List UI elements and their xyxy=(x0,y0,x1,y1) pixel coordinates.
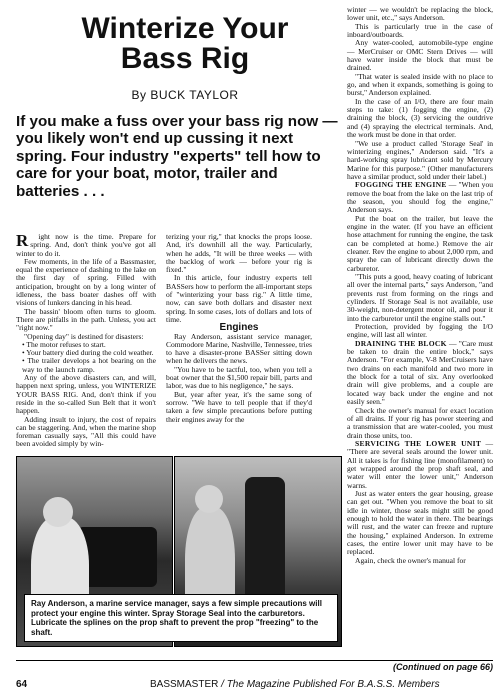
footer-divider xyxy=(16,660,493,661)
paragraph: "This puts a good, heavy coating of lubricant all over the internal parts," says Anderson, "and prevents rust from forming on the rings and cylinders. If Storage Seal is not available, use 30-weight, non-detergent motor oil, and pour it into the carburetor until the engine stalls out." xyxy=(347,272,493,323)
paragraph: winter — we wouldn't be replacing the block, lower unit, etc.," says Anderson. xyxy=(347,5,493,23)
paragraph: FOGGING THE ENGINE — "When you remove the boat from the lake on the last trip of the season, you should fog the engine," Anderson says. xyxy=(347,180,493,215)
magazine-tagline: / The Magazine Published For B.A.S.S. Members xyxy=(221,679,440,690)
paragraph: Ray Anderson, assistant service manager, Commodore Marine, Nashville, Tennessee, tries to have a disaster-prone BASSer sitting down when he delivers the news. xyxy=(166,331,312,366)
paragraph: Protection, provided by fogging the I/O engine, will last all winter. xyxy=(347,322,493,340)
paragraph: Check the owner's manual for exact location of all drains. If your rig has power steering and a transmission that are water-cooled, you must drain those units, too. xyxy=(347,405,493,440)
article-deck: If you make a fuss over your bass rig now — you likely won't end up cussing it next spring. Four industry "experts" tell how to care for your boat, motor, trailer and batteries . . . xyxy=(16,113,338,200)
paragraph: Any water-cooled, automobile-type engine — MerCruiser or OMC Stern Drives — will have water inside the block that must be drained. xyxy=(347,38,493,73)
column-2 xyxy=(166,233,312,424)
paragraph: SERVICING THE LOWER UNIT — "There are several seals around the lower unit. All it takes is for fishing line (monofilament) to get wrapped around the prop shaft seal, and water will enter the lower unit," Anderson warns. xyxy=(347,438,493,490)
paragraph: Put the boat on the trailer, but leave the engine in the water. (If you have an efficient hose attachment for running the engine, the task can be completed at home.) Remove the air cleaner. Rev the engine to about 2,000 rpm, and spray the can of lubricant directly down the carburetor. xyxy=(347,213,493,273)
byline: By BUCK TAYLOR xyxy=(131,88,239,102)
drop-cap: R xyxy=(16,231,29,250)
column-3 xyxy=(347,6,493,565)
paragraph: "Opening day" is destined for disasters: xyxy=(24,331,144,341)
paragraph: "That water is sealed inside with no place to go, and when it expands, something is going to burst," Anderson explained. xyxy=(347,71,493,98)
paragraph: Again, check the owner's manual for xyxy=(355,555,466,565)
photo-caption: Ray Anderson, a marine service manager, says a few simple precautions will protect your engine this winter. Spray Storage Seal into the carburetors. Lubricate the splines on the prop shaft to prevent the prop "freezing" to the shaft. xyxy=(24,594,338,642)
column-1 xyxy=(16,233,156,449)
run-in-heading: SERVICING THE LOWER UNIT xyxy=(355,438,482,448)
paragraph: terizing your rig," that knocks the props loose. And, it's downhill all the way. Particularly, when he adds, "It will be three weeks — with the backlog of work — before your rig is fixed." xyxy=(166,232,312,275)
run-in-heading: DRAINING THE BLOCK xyxy=(355,338,447,348)
page-number: 64 xyxy=(16,679,28,690)
continued-note: (Continued on page 66) xyxy=(393,662,493,672)
bullet-item: • The trailer develops a hot bearing on the way to the launch ramp. xyxy=(22,356,156,374)
paragraph: But, year after year, it's the same song of sorrow. "We have to tell people that if they'd taken a few simple precautions before putting their engines away for the xyxy=(166,389,312,424)
paragraph: DRAINING THE BLOCK — "Care must be taken to drain the entire block," says Anderson. "For example, V-8 MerCruisers have two drains on each manifold and two more in the block for a total of six. Any overlooked drain will give problems, and a couple are located way back under the engine and not easily seen." xyxy=(347,338,493,407)
paragraph: "You have to be tactful, too, when you tell a boat owner that the $1,500 repair bill, parts and labor, was due to his negligence," he says. xyxy=(166,364,312,391)
paragraph: Just as water enters the gear housing, grease can get out. "When you remove the boat to sit idle in winter, those seals might still be good enough to hold the water in there. The bearings will rust, and the water can freeze and rupture the housing," explained Anderson. In extreme cases, the entire lower unit may have to be replaced. xyxy=(347,488,493,557)
paragraph: R ight now is the time. Prepare for spring. And, don't think you've got all winter to do it. xyxy=(16,233,156,258)
section-heading-engines: Engines xyxy=(219,322,259,334)
paragraph: In this article, four industry experts tell BASSers how to perform the all-important steps of "winterizing your bass rig." A little time, now, can save both dollars and disaster next spring. In some cases, lots of dollars and lots of time. xyxy=(166,273,312,324)
paragraph: Few moments, in the life of a Bassmaster, equal the experience of dashing to the lake on the first day of spring. Filled with anticipation, brought on by a long winter of idleness, the bass boater dashes off with visions of lunkers dancing in his head. xyxy=(16,256,156,308)
paragraph: Adding insult to injury, the cost of repairs can be staggering. And, when the marine shop foreman casually says, "All this could have been avoided simply by win- xyxy=(16,414,156,449)
running-footer xyxy=(150,679,440,690)
paragraph: Any of the above disasters can, and will, happen next spring, unless, you WINTERIZE YOUR BASS RIG. And, don't think if you reside in the so-called Sun Belt that it won't happen. xyxy=(16,373,156,416)
bullet-item: • Your battery died during the cold weather. xyxy=(22,348,154,358)
paragraph: This is particularly true in the case of inboard/outboards. xyxy=(347,21,493,40)
run-in-heading: FOGGING THE ENGINE xyxy=(355,180,447,190)
title-line-2: Bass Rig xyxy=(120,42,250,75)
bullet-item: • The motor refuses to start. xyxy=(22,339,106,349)
paragraph: The bassin' bloom often turns to gloom. There are pitfalls in the path. Unless, you act "right now." xyxy=(16,306,156,333)
title-line-1: Winterize Your xyxy=(81,12,289,45)
paragraph: In the case of an I/O, there are four main steps to take: (1) fogging the engine, (2) draining the block, (3) servicing the outdrive and (4) spraying the electrical terminals. And, the work must be done in that order. xyxy=(347,96,493,140)
magazine-name: BASSMASTER xyxy=(150,679,219,690)
paragraph: "We use a product called 'Storage Seal' in winterizing engines," Anderson said. "It's a hard-working spray lubricant sold by Mercury Marine for this purpose." (Other manufacturers have a similar product, sold under their label.) xyxy=(347,138,493,181)
article-title xyxy=(60,14,310,74)
